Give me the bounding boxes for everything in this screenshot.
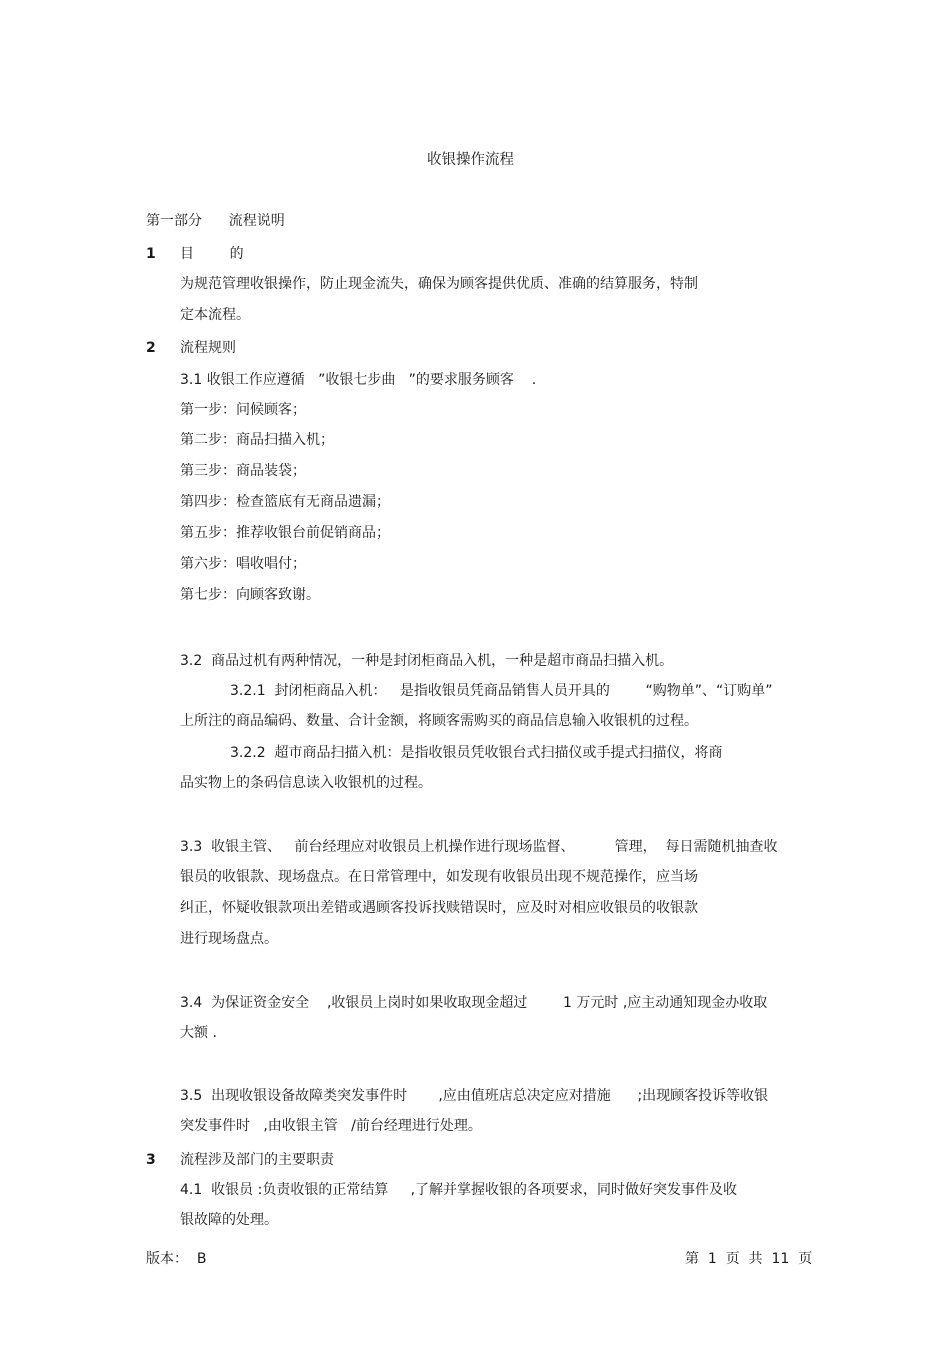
- step-item: 第四步：检查篮底有无商品遗漏；: [180, 494, 390, 510]
- paragraph-line: 突发事件时 ,由收银主管 /前台经理进行处理。: [180, 1118, 482, 1134]
- rule-3-1: 3.1 收银工作应遵循 ”收银七步曲 ”的要求服务顾客 .: [180, 372, 537, 388]
- footer-page-number: 第 1 页 共 11 页: [685, 1251, 813, 1267]
- footer-version: 版本： B: [146, 1251, 207, 1267]
- paragraph-line: 银员的收银款、现场盘点。在日常管理中，如发现有收银员出现不规范操作，应当场: [180, 869, 698, 885]
- paragraph-line: 品实物上的条码信息读入收银机的过程。: [180, 775, 432, 791]
- section-number: 3: [146, 1152, 156, 1168]
- document-title: 收银操作流程: [427, 152, 514, 168]
- paragraph-line: 上所注的商品编码、数量、合计金额，将顾客需购买的商品信息输入收银机的过程。: [180, 713, 698, 729]
- paragraph-line: 纠正，怀疑收银款项出差错或遇顾客投诉找赎错误时，应及时对相应收银员的收银款: [180, 900, 698, 916]
- rule-3-2-2: 3.2.2 超市商品扫描入机：是指收银员凭收银台式扫描仪或手提式扫描仪，将商: [230, 745, 723, 761]
- rule-3-5: 3.5 出现收银设备故障类突发事件时 ,应由值班店总决定应对措施 ;出现顾客投诉等收银: [180, 1088, 769, 1104]
- paragraph-line: 大额 .: [180, 1025, 217, 1041]
- rule-3-2-1: 3.2.1 封闭柜商品入机： 是指收银员凭商品销售人员开具的 “购物单”、“订购单”: [230, 683, 773, 699]
- part-heading: 第一部分 流程说明: [146, 213, 285, 229]
- rule-3-2: 3.2 商品过机有两种情况，一种是封闭柜商品入机，一种是超市商品扫描入机。: [180, 653, 674, 669]
- step-item: 第五步：推荐收银台前促销商品；: [180, 525, 390, 541]
- paragraph-line: 进行现场盘点。: [180, 931, 278, 947]
- section-number: 2: [146, 340, 156, 356]
- step-item: 第三步：商品装袋；: [180, 463, 306, 479]
- step-item: 第二步：商品扫描入机；: [180, 432, 334, 448]
- section-heading: 目 的: [180, 246, 244, 262]
- rule-3-4: 3.4 为保证资金安全 ,收银员上岗时如果收取现金超过 1 万元时 ,应主动通知现金办收取: [180, 995, 768, 1011]
- section-heading: 流程规则: [180, 340, 236, 356]
- section-number: 1: [146, 246, 156, 262]
- section-heading: 流程涉及部门的主要职责: [180, 1152, 334, 1168]
- duty-4-1: 4.1 收银员 :负责收银的正常结算 ,了解并掌握收银的各项要求，同时做好突发事件及收: [180, 1182, 738, 1198]
- paragraph-line: 定本流程。: [180, 307, 250, 323]
- rule-3-3: 3.3 收银主管、 前台经理应对收银员上机操作进行现场监督、 管理， 每日需随机抽查收: [180, 839, 778, 855]
- paragraph-line: 为规范管理收银操作，防止现金流失，确保为顾客提供优质、准确的结算服务，特制: [180, 276, 698, 292]
- paragraph-line: 银故障的处理。: [180, 1212, 278, 1228]
- step-item: 第七步：向顾客致谢。: [180, 587, 320, 603]
- step-item: 第一步：问候顾客；: [180, 402, 306, 418]
- step-item: 第六步：唱收唱付；: [180, 556, 306, 572]
